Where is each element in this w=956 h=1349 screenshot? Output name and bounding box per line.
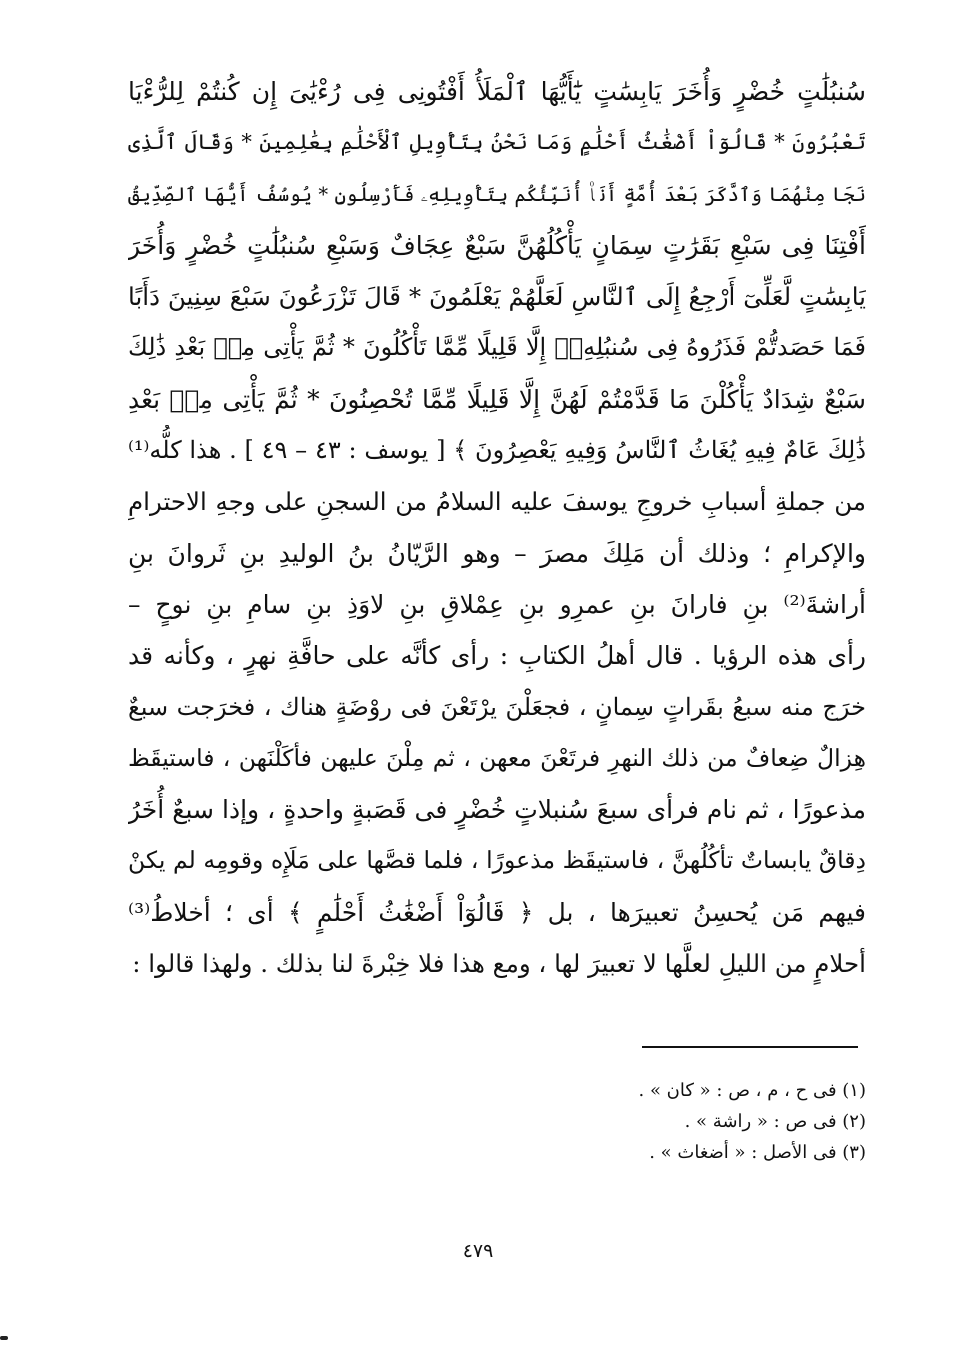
text-line: مذعورًا ، ثم نام فرأى سبعَ سُنبلاتٍ خُضْرٍ فى قَصَبةٍ واحدةٍ ، وإذا سبعٌ أُخَرُ [128,795,866,825]
text-line: يَابِسَٰتٍ لَّعَلِّىٓ أَرْجِعُ إِلَى ٱلنَّاسِ لَعَلَّهُمْ يَعْلَمُونَ * قَالَ تَزْرَعُونَ سَبْعَ سِنِينَ دَأَبًا [128,282,866,312]
text-line: فَمَا حَصَدتُّمْ فَذَرُوهُ فِى سُنبُلِهِۦٓ إِلَّا قَلِيلًا مِّمَّا تَأْكُلُونَ * ثُمَّ يَأْتِى مِنۢ بَعْدِ ذَٰلِكَ [128,333,866,362]
text-line: رأى هذه الرؤيا . قال أهلُ الكتابِ : رأى كأنَّه على حافَّةِ نهرٍ ، وكأنه قد [128,641,866,671]
text-line: ذَٰلِكَ عَامٌ فِيهِ يُغَاثُ ٱلنَّاسُ وَفِيهِ يَعْصِرُونَ ﴾ [ يوسف : ٤٣ – ٤٩ ] . هذا كلُّه⁽¹⁾ [128,436,866,465]
footnote-1: (١) فى ح ، م ، ص : « كان » . [638,1080,866,1101]
text-line: سَبْعٌ شِدَادٌ يَأْكُلْنَ مَا قَدَّمْتُمْ لَهُنَّ إِلَّا قَلِيلًا مِّمَّا تُحْصِنُونَ * ثُمَّ يَأْتِى مِنۢ بَعْدِ [128,384,866,414]
main-text-block [128,66,866,989]
scan-artifact [0,1336,8,1340]
text-line: خرَج منه سبعُ بقَراتٍ سِمانٍ ، فجعَلْنَ يرْتَعْنَ فى روْضَةٍ هناك ، فخرَجت سبعٌ [128,692,866,721]
footnote-3: (٣) فى الأصل : « أضغاث » . [649,1142,866,1163]
page-number: ٤٧٩ [462,1240,494,1262]
footnotes [500,1075,866,1168]
text-line: هِزالٌ ضِعافٌ من ذلك النهرِ فرتَعْنَ معهن ، ثم مِلْنَ عليهن فأكَلْنَهن ، فاستيقَظ [128,743,866,772]
text-line: تَعْبُرُونَ * قَالُوٓاْ أَضْغَٰثُ أَحْلَٰمٍ وَمَا نَحْنُ بِتَأْوِيلِ ٱلْأَحْلَٰمِ بِعَٰلِمِينَ * وَقَالَ ٱلَّذِى [128,130,866,155]
text-line: سُنبُلَٰتٍ خُضْرٍ وَأُخَرَ يَابِسَٰتٍ يَٰٓأَيُّهَا ٱلْمَلَأُ أَفْتُونِى فِى رُءْيَٰىَ إِن كُنتُمْ لِلرُّءْيَا [128,77,866,106]
text-line: نَجَا مِنْهُمَا وَٱدَّكَرَ بَعْدَ أُمَّةٍ أَنَا۠ أُنَبِّئُكُم بِتَأْوِيلِهِۦ فَأَرْسِلُونِ * يُوسُفُ أَيُّهَا ٱلصِّدِّيقُ [128,182,866,206]
text-line: والإكرامِ ؛ وذلك أن مَلِكَ مصرَ – وهو الرَّيّانُ بنُ الوليدِ بنِ ثَروانَ بنِ [128,538,866,568]
text-line: أراشةَ⁽²⁾ بنِ فارانَ بنِ عمرِو بنِ عِمْلاقِ بنِ لاوَذِ بنِ سامِ بنِ نوحٍ – [128,589,866,619]
text-line: دِقاقٌ يابساتٌ تأكُلُهنَّ ، فاستيقَظ مذعورًا ، فلما قصَّها على مَلَإِه وقومِه لم يكنْ [128,846,866,875]
footnote-separator [642,1046,858,1048]
text-line: أحلامٍ من الليلِ لعلَّها لا تعبيرَ لها ، ومع هذا فلا خِبْرةَ لنا بذلك . ولهذا قالوا : [132,949,866,979]
text-line: فيهم مَن يُحسِنُ تعبيرَها ، بل ﴿ قَالُوٓاْ أَضْغَٰثُ أَحْلَٰمٍ ﴾ أى ؛ أخلاطُ⁽³⁾ [128,897,866,927]
text-line: من جملةِ أسبابِ خروجِ يوسفَ عليه السلامُ من السجنِ على وجهِ الاحترامِ [128,487,866,517]
footnote-2: (٢) فى ص : « راشة » . [684,1111,866,1132]
text-line: أَفْتِنَا فِى سَبْعِ بَقَرَٰتٍ سِمَانٍ يَأْكُلُهُنَّ سَبْعٌ عِجَافٌ وَسَبْعِ سُنبُلَٰتٍ خُضْرٍ وَأُخَرَ [128,230,866,260]
